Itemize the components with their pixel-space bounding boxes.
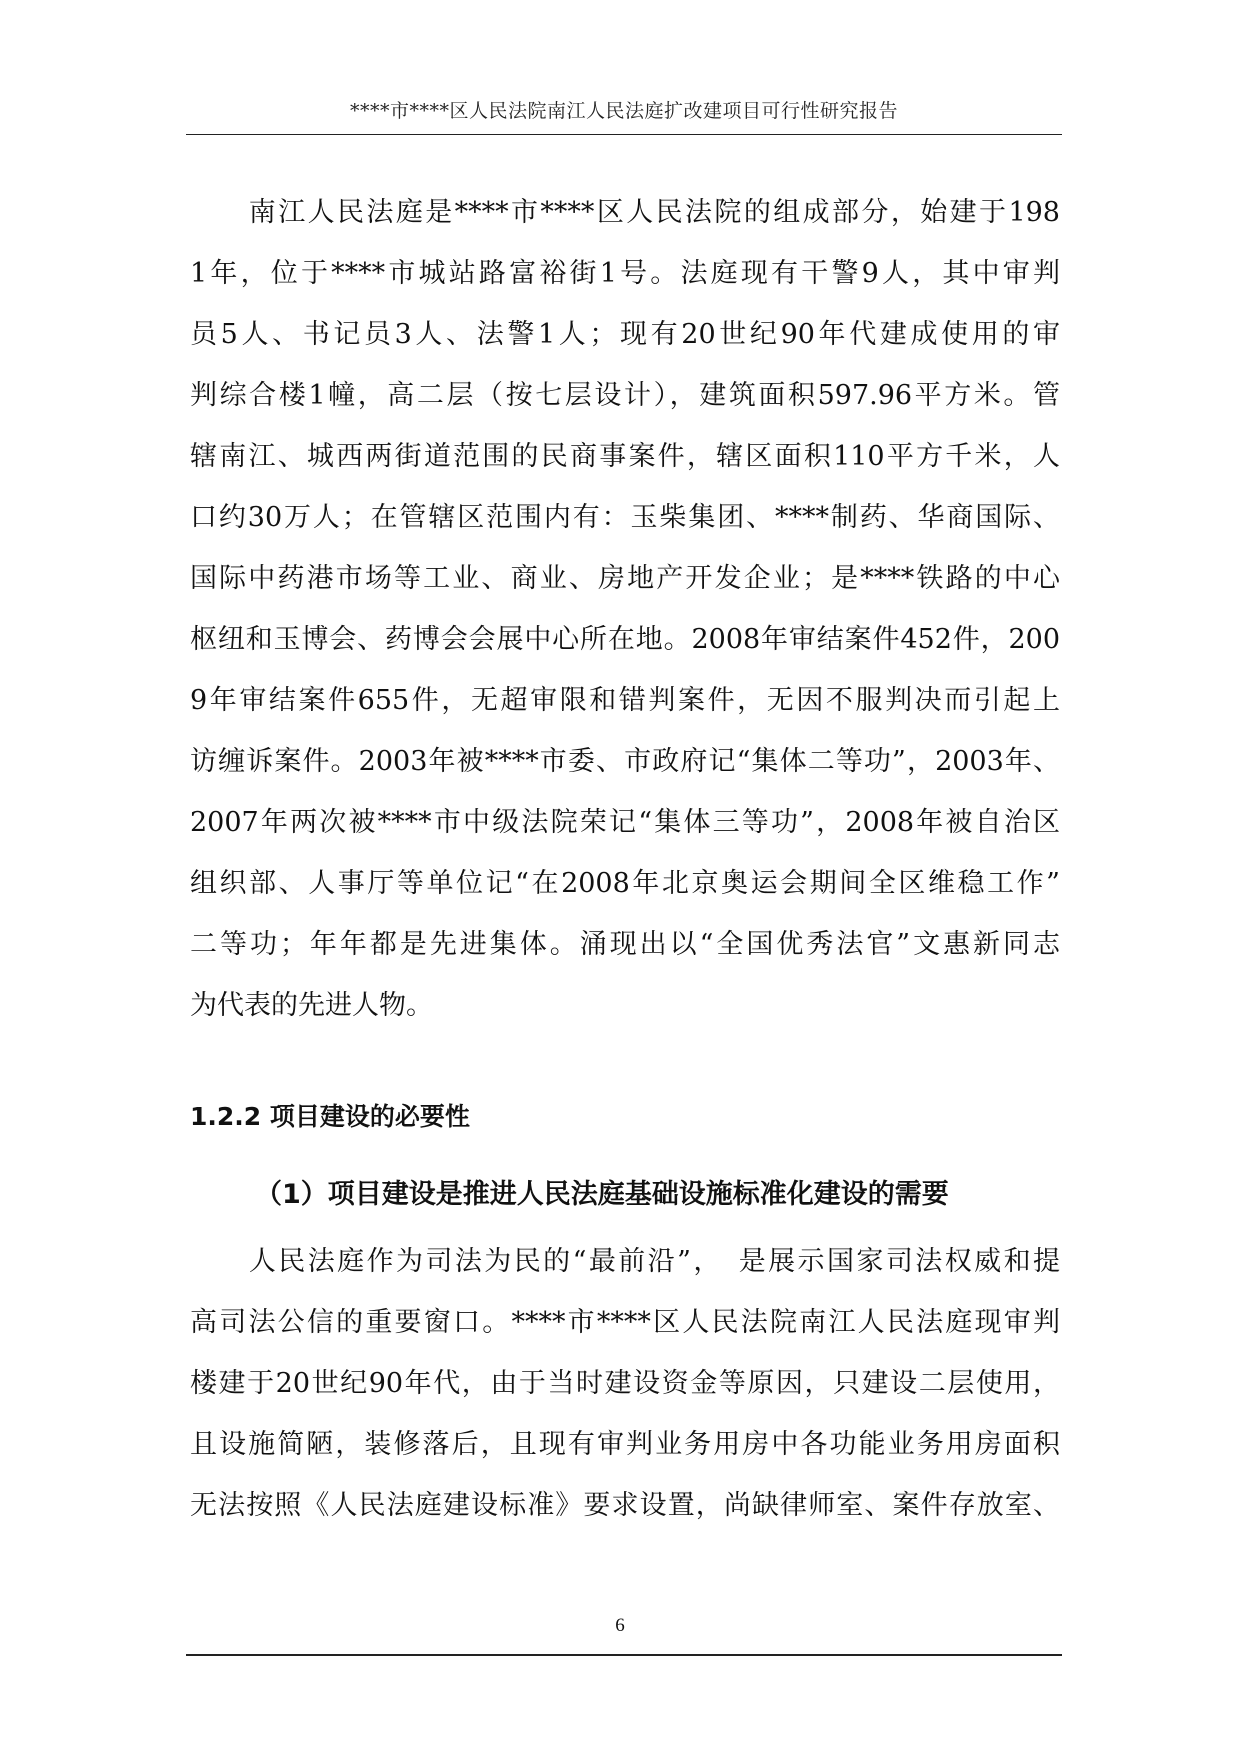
- paragraph-line: 1年，位于****市城站路富裕街1号。法庭现有干警9人，其中审判: [190, 258, 1060, 289]
- paragraph-line: 组织部、人事厅等单位记“在2008年北京奥运会期间全区维稳工作”: [190, 868, 1060, 899]
- header-divider: [186, 134, 1062, 135]
- paragraph-line: 枢纽和玉博会、药博会会展中心所在地。2008年审结案件452件，200: [190, 624, 1060, 655]
- footer-divider: [186, 1654, 1062, 1656]
- paragraph-line: 辖南江、城西两街道范围的民商事案件，辖区面积110平方千米，人: [190, 441, 1060, 472]
- paragraph-line: 2007年两次被****市中级法院荣记“集体三等功”，2008年被自治区: [190, 807, 1060, 838]
- paragraph-line: 口约30万人；在管辖区范围内有：玉柴集团、****制药、华商国际、: [190, 502, 1060, 533]
- paragraph-line: 二等功；年年都是先进集体。涌现出以“全国优秀法官”文惠新同志: [190, 929, 1060, 960]
- paragraph-line: 访缠诉案件。2003年被****市委、市政府记“集体二等功”，2003年、: [190, 746, 1060, 777]
- paragraph-line: 南江人民法庭是****市****区人民法院的组成部分，始建于198: [190, 197, 1060, 228]
- paragraph-line: 高司法公信的重要窗口。****市****区人民法院南江人民法庭现审判: [190, 1307, 1060, 1338]
- paragraph-line: 楼建于20世纪90年代，由于当时建设资金等原因，只建设二层使用，: [190, 1368, 1060, 1399]
- paragraph-line: 国际中药港市场等工业、商业、房地产开发企业；是****铁路的中心: [190, 563, 1060, 594]
- paragraph-line: 9年审结案件655件，无超审限和错判案件，无因不服判决而引起上: [190, 685, 1060, 716]
- page-header-title: ****市****区人民法院南江人民法庭扩改建项目可行性研究报告: [349, 100, 898, 122]
- section-heading: 1.2.2 项目建设的必要性: [190, 1102, 470, 1131]
- page-number: 6: [615, 1615, 625, 1636]
- paragraph-line: 判综合楼1幢，高二层（按七层设计），建筑面积597.96平方米。管: [190, 380, 1060, 411]
- paragraph-line: 为代表的先进人物。: [190, 990, 433, 1021]
- paragraph-line: 人民法庭作为司法为民的“最前沿”， 是展示国家司法权威和提: [190, 1246, 1060, 1277]
- paragraph-line: 且设施简陋，装修落后，且现有审判业务用房中各功能业务用房面积: [190, 1429, 1060, 1460]
- subsection-heading: （1）项目建设是推进人民法庭基础设施标准化建设的需要: [255, 1179, 949, 1210]
- paragraph-line: 员5人、书记员3人、法警1人；现有20世纪90年代建成使用的审: [190, 319, 1060, 350]
- paragraph-line: 无法按照《人民法庭建设标准》要求设置，尚缺律师室、案件存放室、: [190, 1490, 1060, 1521]
